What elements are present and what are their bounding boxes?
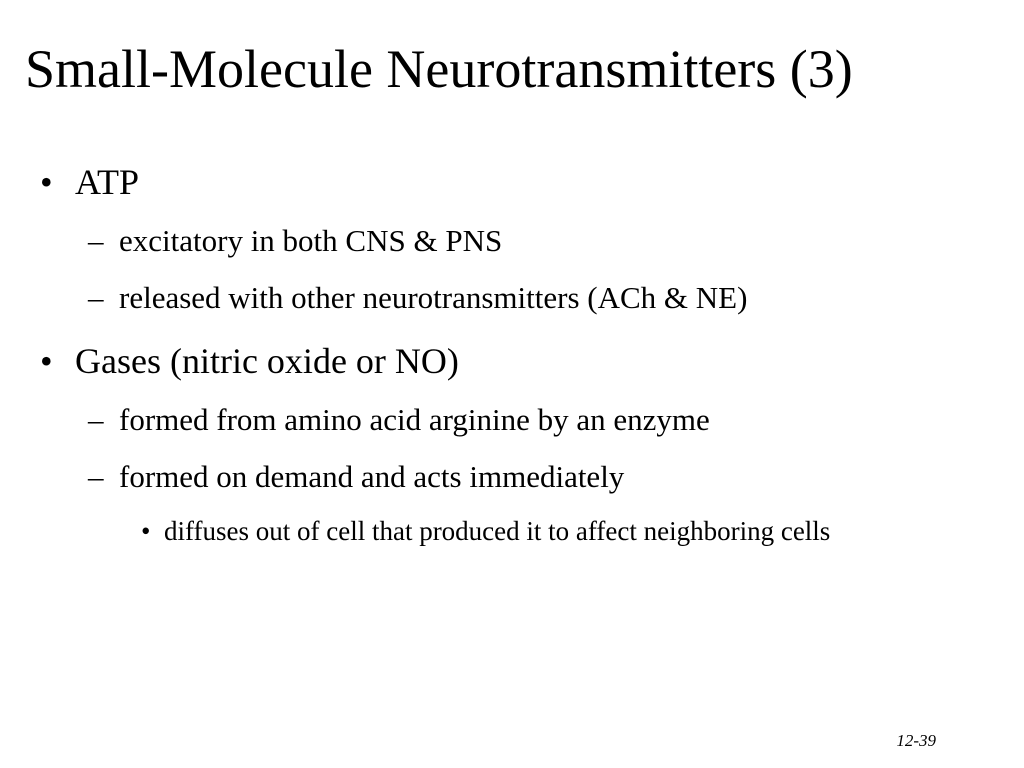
- sub-bullet-on-demand: [88, 459, 968, 495]
- sub-bullet-text: released with other neurotransmitters (ACh & NE): [119, 280, 748, 315]
- bullet-marker: •: [141, 516, 151, 546]
- sub-sub-bullet-diffuses: [141, 510, 1001, 594]
- bullet-gases: [40, 341, 740, 381]
- dash-marker: –: [88, 459, 104, 494]
- sub-bullet-formed-from: [88, 402, 968, 438]
- bullet-text: Gases (nitric oxide or NO): [75, 341, 459, 381]
- sub-bullet-text: formed from amino acid arginine by an enzyme: [119, 402, 710, 437]
- sub-bullet-excitatory: [88, 223, 888, 259]
- dash-marker: –: [88, 223, 104, 258]
- slide-title: Small-Molecule Neurotransmitters (3): [25, 39, 853, 99]
- bullet-text: ATP: [75, 162, 140, 202]
- dash-marker: –: [88, 402, 104, 437]
- sub-bullet-text: formed on demand and acts immediately: [119, 459, 625, 494]
- sub-sub-bullet-text: diffuses out of cell that produced it to affect neighboring cells: [164, 516, 831, 546]
- bullet-marker: •: [40, 341, 53, 381]
- sub-bullet-released: [88, 280, 968, 316]
- dash-marker: –: [88, 280, 104, 315]
- bullet-atp: [40, 162, 640, 202]
- bullet-marker: •: [40, 162, 53, 202]
- slide-number: 12-39: [896, 731, 936, 750]
- sub-bullet-text: excitatory in both CNS & PNS: [119, 223, 503, 258]
